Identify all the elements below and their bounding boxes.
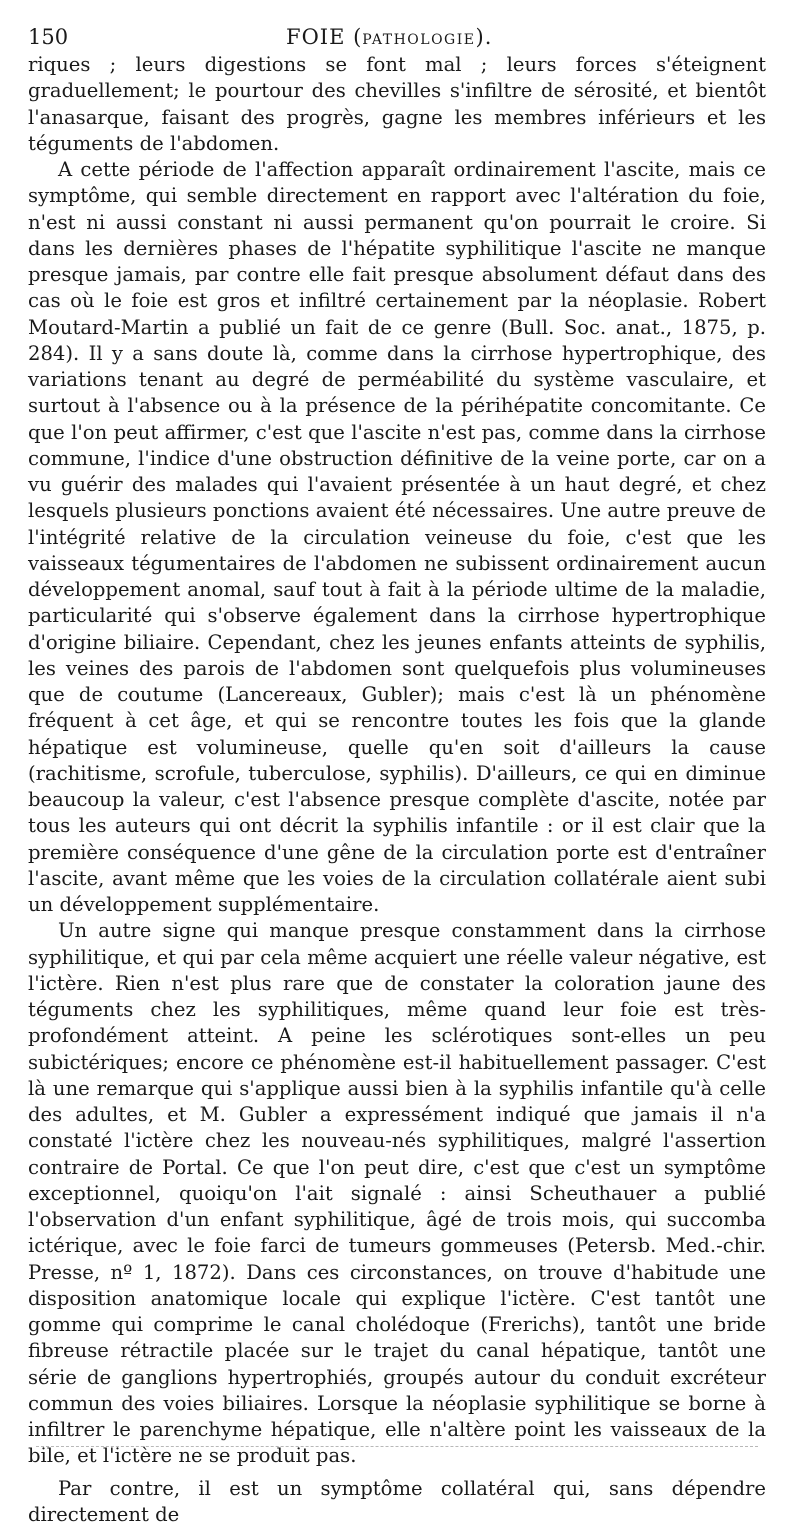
paragraph-ascite: A cette période de l'affection apparaît ordinairement l'ascite, mais ce symptôme, qui semble directement en rapport avec l'altération du foie, n'est ni aussi constant ni aussi permanent qu'on pourrait le croire. Si dans les dernières phases de l'hépatite syphilitique l'ascite ne manque presque jamais, par contre elle fait presque absolument défaut dans des cas où le foie est gros et infiltré certainement par la néoplasie. Robert Moutard-Martin a publié un fait de ce genre (Bull. Soc. anat., 1875, p. 284). Il y a sans doute là, comme dans la cirrhose hypertrophique, des variations tenant au degré de perméabilité du système vasculaire, et surtout à l'absence ou à la présence de la périhépatite concomitante. Ce que l'on peut affirmer, c'est que l'ascite n'est pas, comme dans la cirrhose commune, l'indice d'une obstruction définitive de la veine porte, car on a vu guérir des malades qui l'avaient présentée à un haut degré, et chez lesquels plusieurs ponctions avaient été nécessaires. Une autre preuve de l'intégrité relative de la circulation veineuse du foie, c'est que les vaisseaux tégumentaires de l'abdomen ne subissent ordinairement aucun développement anomal, sauf tout à fait à la période ultime de la maladie, particularité qui s'observe également dans la cirrhose hypertrophique d'origine biliaire. Cependant, chez les jeunes enfants atteints de syphilis, les veines des parois de l'abdomen sont quelquefois plus volumineuses que de coutume (Lancereaux, Gubler); mais c'est là un phénomène fréquent à cet âge, et qui se rencontre toutes les fois que la glande hépatique est volumineuse, quelle qu'en soit d'ailleurs la cause (rachitisme, scrofule, tuberculose, syphilis). D'ailleurs, ce qui en diminue beaucoup la valeur, c'est l'absence presque complète d'ascite, notée par tous les auteurs qui ont décrit la syphilis infantile : or il est clair que la première conséquence d'une gêne de la circulation porte est d'entraîner l'ascite, avant même que les voies de la circulation collatérale aient subi un développement supplémentaire. <box>28 157 766 918</box>
paragraph-symptome-collateral: Par contre, il est un symptôme collatéral qui, sans dépendre directement de <box>28 1476 766 1528</box>
running-title-main: FOIE ( <box>286 25 362 49</box>
running-title <box>286 22 492 55</box>
paragraph-ictere: Un autre signe qui manque presque constamment dans la cirrhose syphilitique, et qui par cela même acquiert une réelle valeur négative, est l'ictère. Rien n'est plus rare que de constater la coloration jaune des téguments chez les syphilitiques, même quand leur foie est très-profondément atteint. A peine les sclérotiques sont-elles un peu subictériques; encore ce phénomène est-il habituellement passager. C'est là une remarque qui s'applique aussi bien à la syphilis infantile qu'à celle des adultes, et M. Gubler a expressément indiqué que jamais il n'a constaté l'ictère chez les nouveau-nés syphilitiques, malgré l'assertion contraire de Portal. Ce que l'on peut dire, c'est que c'est un symptôme exceptionnel, quoiqu'on l'ait signalé : ainsi Scheuthauer a publié l'observation d'un enfant syphilitique, âgé de trois mois, qui succomba ictérique, avec le foie farci de tumeurs gommeuses (Petersb. Med.-chir. Presse, nº 1, 1872). Dans ces circonstances, on trouve d'habitude une disposition anatomique locale qui explique l'ictère. C'est tantôt une gomme qui comprime le canal cholédoque (Frerichs), tantôt une bride fibreuse rétractile placée sur le trajet du canal hépatique, tantôt une série de ganglions hypertrophiés, groupés autour du conduit excréteur commun des voies biliaires. Lorsque la néoplasie syphilitique se borne à infiltrer le parenchyme hépatique, elle n'altère point les vaisseaux de la bile, et l'ictère ne se produit pas. <box>28 918 766 1469</box>
book-page <box>28 22 766 1528</box>
paragraph-continued: riques ; leurs digestions se font mal ; leurs forces s'éteignent graduellement; le pourtour des chevilles s'infiltre de sérosité, et bientôt l'anasarque, faisant des progrès, gagne les membres inférieurs et les téguments de l'abdomen. <box>28 52 766 157</box>
page-number: 150 <box>28 22 68 52</box>
bottom-edge-rule <box>36 1446 758 1447</box>
page-header <box>28 22 766 52</box>
running-title-end: ). <box>476 25 493 49</box>
body-text <box>28 52 766 1528</box>
running-title-small-caps: PATHOLOGIE <box>362 32 475 48</box>
